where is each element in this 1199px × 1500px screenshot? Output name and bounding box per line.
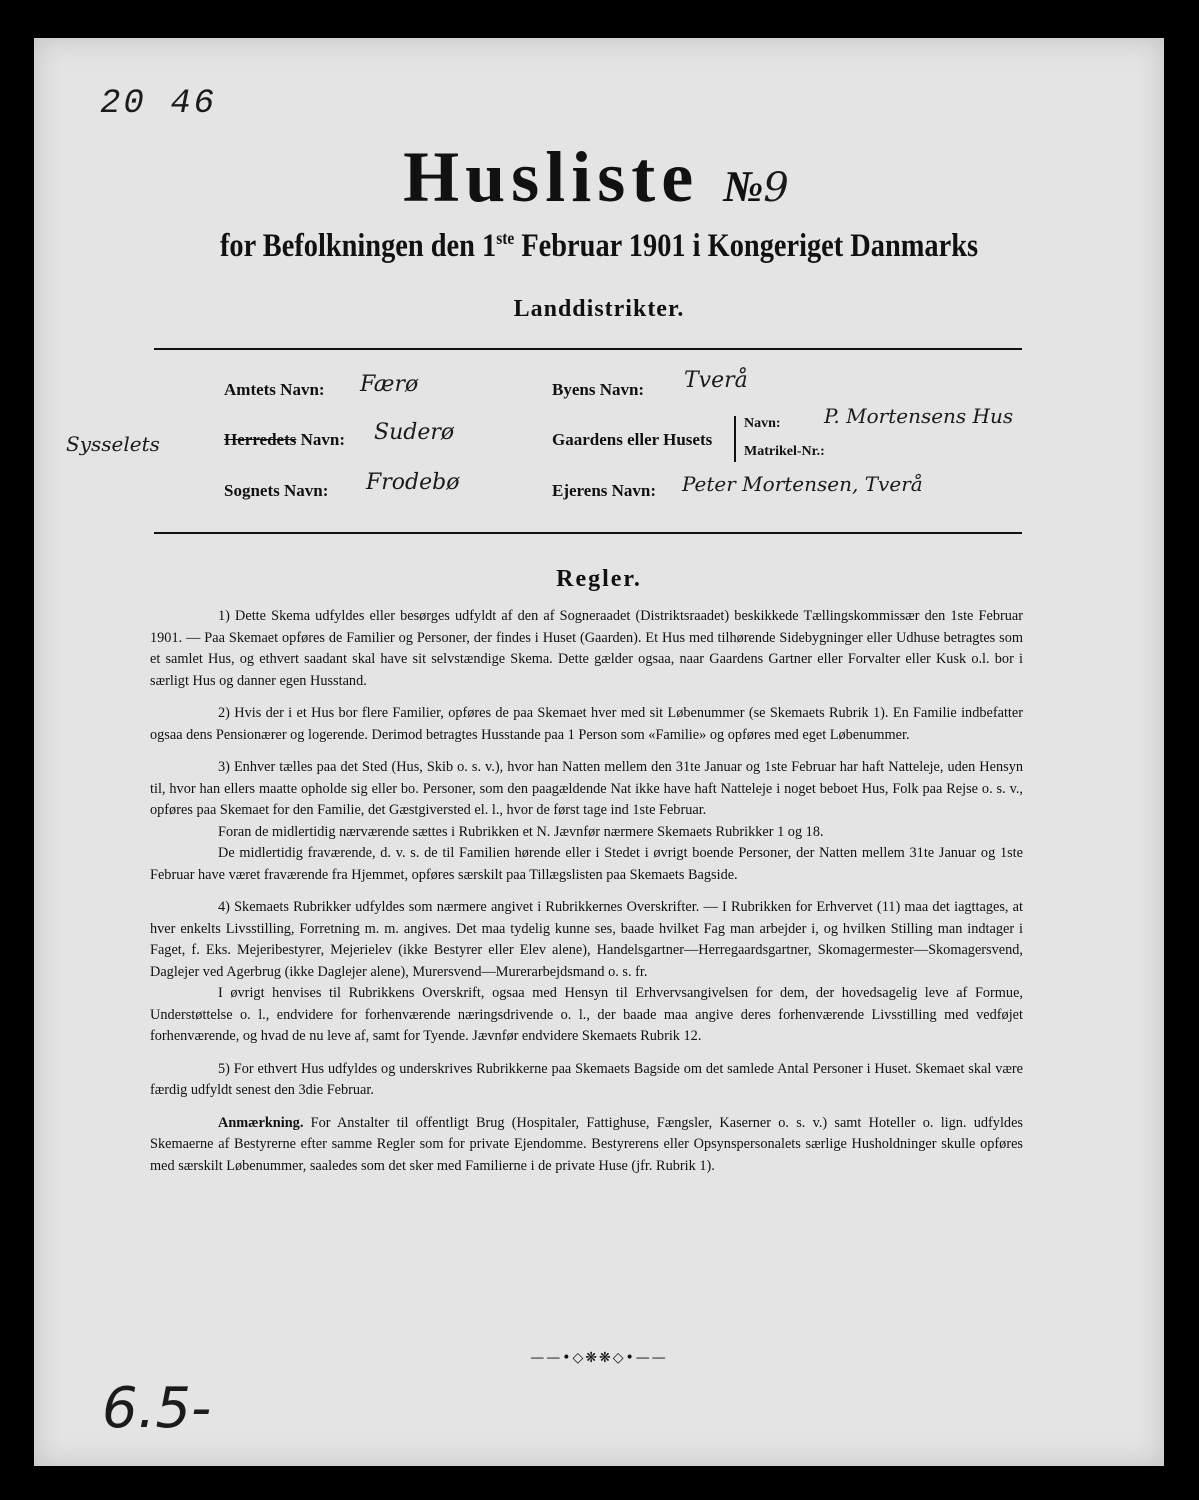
amt-value: Færø	[360, 372, 419, 397]
navn-label: Navn:	[744, 416, 781, 431]
ornament-divider: ——•◇❋❋◇•——	[530, 1350, 668, 1366]
herred-prefix-handwritten: Sysselets	[66, 432, 160, 456]
amt-label: Amtets Navn:	[224, 380, 325, 399]
divider-top	[154, 348, 1022, 350]
rule-2: 2) Hvis der i et Hus bor flere Familier, opføres de paa Skemaet hver med sit Løbenummer (se Skemaets Rubrik 1). En Familie indbefatter ogsaa dens Pensionærer og logerende. Derimod betragtes Husstande paa 1 Person som «Familie» og opføres med eget Løbenummer.	[150, 705, 1023, 743]
divider-bottom	[154, 532, 1022, 534]
ejer-label: Ejerens Navn:	[552, 481, 657, 500]
herred-label	[224, 430, 345, 450]
house-number: 9	[763, 165, 795, 211]
form-subtitle	[113, 228, 1085, 265]
rules-title: Regler.	[556, 566, 642, 592]
subtitle-superscript: ste	[496, 228, 515, 248]
rule-1: 1) Dette Skema udfyldes eller besørges udfyldt af den af Sogneraadet (Distriktsraadet) beskikkede Tællingskommissær den 1ste Februar 1901. — Paa Skemaet opføres de Familier og Personer, der findes i Huset (Gaarden). Et Hus med tilhørende Sidebygninger eller Udhuse betragtes som et samlet Hus, og ethvert saadant skal have sit selvstændige Skema. Dette gælder ogsaa, naar Gaardens Gartner eller Forvalter eller Kusk o.l. bor i særligt Hus og danner egen Husstand.	[150, 608, 1023, 689]
subtitle-part-2: Februar 1901 i Kongeriget Danmarks	[514, 228, 979, 264]
reference-number: 20 46	[100, 85, 218, 123]
gaard-label: Gaardens eller Husets	[552, 430, 713, 449]
herred-value: Suderø	[374, 420, 455, 445]
rule-3c: De midlertidig fraværende, d. v. s. de til Familien hørende eller i Stedet i øvrigt boende Personer, der Natten mellem 31te Januar og 1ste Februar have været fraværende fra Hjemmet, opføres særskilt paa Tillægslisten paa Skemaets Bagside.	[150, 845, 1023, 883]
rule-4: 4) Skemaets Rubrikker udfyldes som nærmere angivet i Rubrikkernes Overskrifter. — I Rubrikken for Erhvervet (11) maa det iagttages, at hver enkelts Livsstilling, Forretning m. m. angives. Det maa tydelig kunne ses, baade hvilket Fag man arbejder i, og hvilken Stilling man indtager i Faget, f. Eks. Mejeribestyrer, Mejerielev (ikke Bestyrer eller Elev alene), Handelsgartner—Herregaardsgartner, Skomagermester—Skomagersvend, Daglejer ved Agerbrug (ikke Daglejer alene), Murersvend—Murerarbejdsmand o. s. fr.	[150, 899, 1023, 980]
rule-3: 3) Enhver tælles paa det Sted (Hus, Skib o. s. v.), hvor han Natten mellem den 31te Januar og 1ste Februar har haft Natteleje, uden Hensyn til, hvor han ellers maatte opholde sig eller bo. Personer, som den paagældende Nat ikke have haft Natteleje i noget beboet Hus, Folk paa Rejse o. s. v., opføres paa Skemaet for den Familie, det Gæstgiversted el. l., hvor de først tage ind 1ste Februar.	[150, 759, 1023, 818]
form-subtitle-2: Landdistrikter.	[513, 296, 685, 322]
subtitle-part-1: for Befolkningen den 1	[219, 228, 497, 264]
sogn-label: Sognets Navn:	[224, 481, 329, 500]
by-value: Tverå	[684, 368, 748, 393]
herred-label-rest: Navn:	[296, 430, 346, 449]
census-form-page	[34, 38, 1164, 1466]
number-symbol: №	[723, 162, 764, 211]
rule-3b: Foran de midlertidig nærværende sættes i Rubrikken et N. Jævnfør nærmere Skemaets Rubrikker 1 og 18.	[218, 823, 824, 840]
matrikel-label: Matrikel-Nr.:	[744, 444, 825, 459]
rule-5: 5) For ethvert Hus udfyldes og underskrives Rubrikkerne paa Skemaets Bagside om det samlede Antal Personer i Huset. Skemaet skal være færdig udfyldt senest den 3die Februar.	[150, 1060, 1023, 1098]
sogn-value: Frodebø	[366, 470, 460, 495]
bottom-handwritten-note: 6.5-	[102, 1376, 212, 1441]
herred-label-struck: Herredets	[224, 430, 297, 449]
navn-value: P. Mortensens Hus	[824, 404, 1014, 428]
rules-body	[150, 606, 1023, 1188]
by-label: Byens Navn:	[552, 380, 645, 399]
annotation-text: For Anstalter til offentligt Brug (Hospitaler, Fattighuse, Fængsler, Kaserner o. s. v.) samt Hoteller o. lign. udfyldes Skemaerne af Bestyrerne efter samme Regler som for private Ejendomme. Bestyrerens eller Opsynspersonalets særlige Husholdninger skulle opføres med særskilt Løbenummer, saaledes som det sker med Familierne i de private Huse (jfr. Rubrik 1).	[150, 1114, 1023, 1174]
annotation	[150, 1113, 1023, 1178]
field-bracket	[734, 416, 736, 462]
rule-4b: I øvrigt henvises til Rubrikkens Overskrift, ogsaa med Hensyn til Erhvervsangivelsen for dem, der hovedsagelig leve af Formue, Understøttelse o. l., endvidere for forhenværende næringsdrivende o. l., der baade maa angive deres forhenværende Livsstilling med vedføjet forhenværende, og hvad de nu leve af, samt for Tyende. Jævnfør endvidere Skemaets Rubrik 12.	[150, 985, 1023, 1044]
ejer-value: Peter Mortensen, Tverå	[682, 472, 923, 496]
title-text: Husliste	[403, 137, 700, 217]
form-title	[34, 136, 1164, 219]
annotation-label: Anmærkning.	[218, 1114, 304, 1131]
